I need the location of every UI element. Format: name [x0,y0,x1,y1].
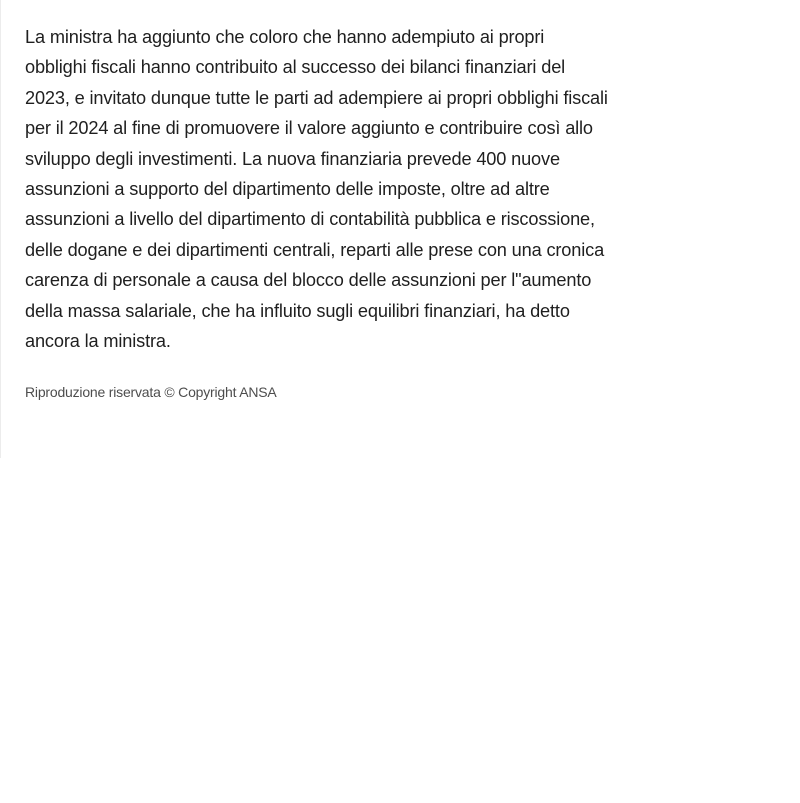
article-column [0,0,640,458]
article-paragraph: La ministra ha aggiunto che coloro che hanno adempiuto ai propri obblighi fiscali hanno contribuito al successo dei bilanci finanziari del 2023, e invitato dunque tutte le parti ad adempiere ai propri obblighi fiscali per il 2024 al fine di promuovere il valore aggiunto e contribuire così allo sviluppo degli investimenti. La nuova finanziaria prevede 400 nuove assunzioni a supporto del dipartimento delle imposte, oltre ad altre assunzioni a livello del dipartimento di contabilità pubblica e riscossione, delle dogane e dei dipartimenti centrali, reparti alle prese con una cronica carenza di personale a causa del blocco delle assunzioni per l"aumento della massa salariale, che ha influito sugli equilibri finanziari, ha detto ancora la ministra. [25,27,608,352]
copyright-notice: Riproduzione riservata © Copyright ANSA [25,384,277,400]
